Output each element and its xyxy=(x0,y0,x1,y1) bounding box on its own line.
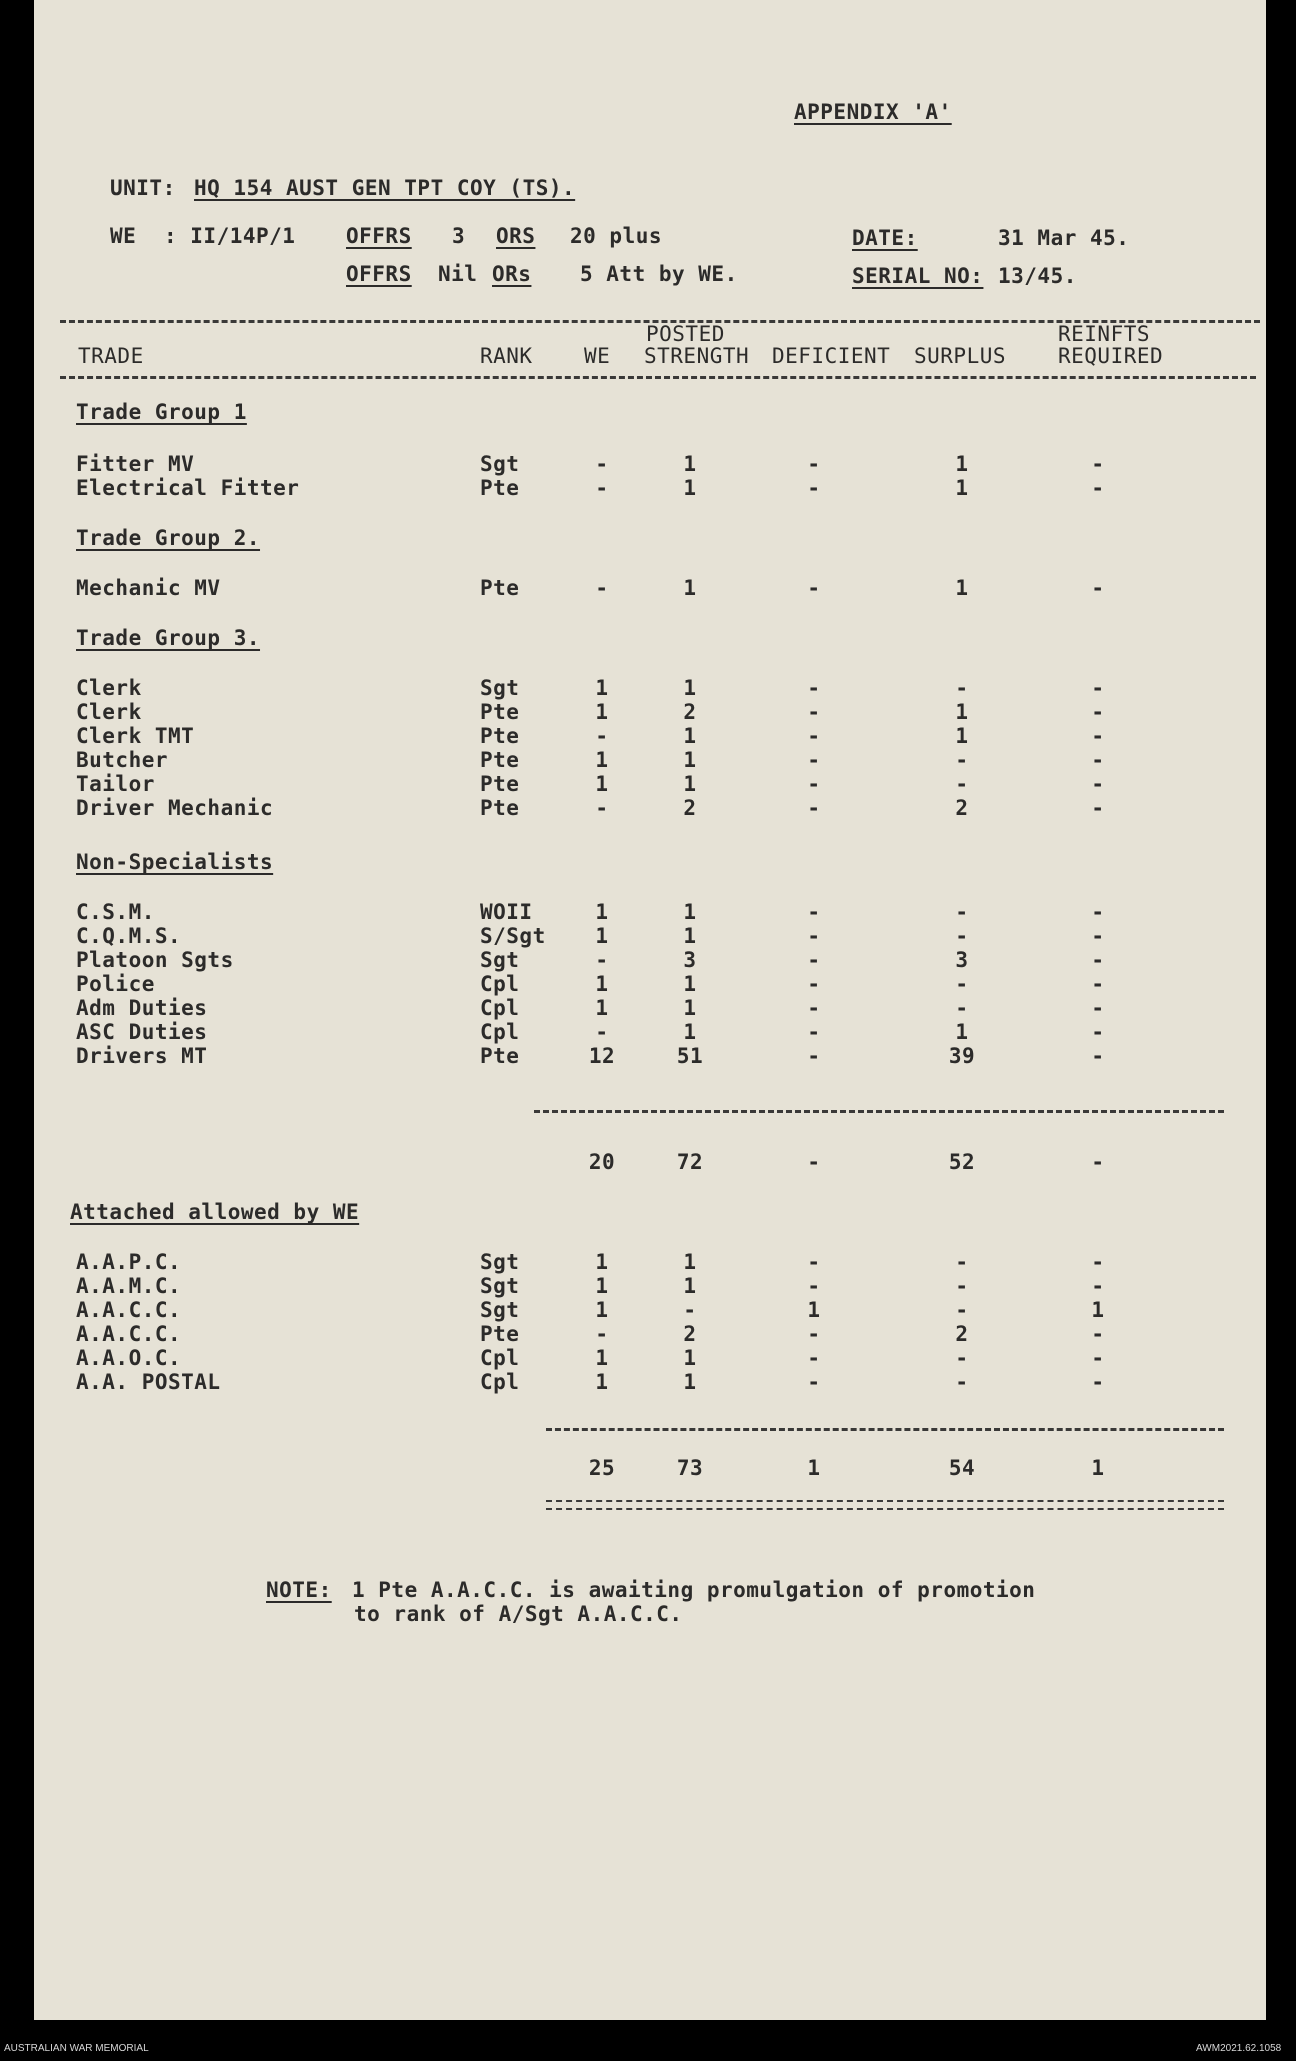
row-surplus: 1 xyxy=(955,576,969,600)
row-we: 1 xyxy=(595,1274,609,1298)
total-we: 25 xyxy=(588,1456,616,1480)
row-surplus: - xyxy=(955,676,969,700)
unit-label: UNIT: xyxy=(110,176,176,200)
row-surplus: 1 xyxy=(955,724,969,748)
row-reinfts: - xyxy=(1091,1370,1105,1394)
date-label: DATE: xyxy=(852,226,918,250)
row-we: 1 xyxy=(595,924,609,948)
row-posted: 1 xyxy=(683,452,697,476)
row-trade: Clerk xyxy=(76,700,142,724)
row-trade: A.A.C.C. xyxy=(76,1322,182,1346)
total-posted: 73 xyxy=(676,1456,704,1480)
ors-label: ORS xyxy=(496,224,536,248)
serial-value: 13/45. xyxy=(998,264,1077,288)
row-rank: Cpl xyxy=(480,972,520,996)
date-value: 31 Mar 45. xyxy=(998,226,1130,250)
row-rank: Sgt xyxy=(480,1274,520,1298)
row-deficient: - xyxy=(807,1044,821,1068)
row-trade: Clerk TMT xyxy=(76,724,195,748)
row-we: 1 xyxy=(595,676,609,700)
row-reinfts: - xyxy=(1091,972,1105,996)
subtotal-surplus: 52 xyxy=(948,1150,976,1174)
row-rank: Sgt xyxy=(480,1250,520,1274)
row-reinfts: - xyxy=(1091,772,1105,796)
row-surplus: - xyxy=(955,972,969,996)
row-posted: 1 xyxy=(683,676,697,700)
row-reinfts: - xyxy=(1091,900,1105,924)
row-trade: Clerk xyxy=(76,676,142,700)
col-reinfts-line1: REINFTS xyxy=(1058,322,1151,346)
row-posted: 1 xyxy=(683,1020,697,1044)
row-rank: Pte xyxy=(480,476,520,500)
row-we: 1 xyxy=(595,1346,609,1370)
row-rank: Cpl xyxy=(480,1370,520,1394)
row-posted: 1 xyxy=(683,924,697,948)
row-posted: 1 xyxy=(683,900,697,924)
note-line1: 1 Pte A.A.C.C. is awaiting promulgation of promotion xyxy=(352,1578,1036,1602)
row-rank: Pte xyxy=(480,1044,520,1068)
col-we: WE xyxy=(584,344,611,368)
row-posted: 51 xyxy=(676,1044,704,1068)
col-posted-line1: POSTED xyxy=(646,322,725,346)
col-posted-line2: STRENGTH xyxy=(644,344,750,368)
we-label: WE xyxy=(110,224,137,248)
attached-heading: Attached allowed by WE xyxy=(70,1200,360,1224)
row-trade: Driver Mechanic xyxy=(76,796,274,820)
row-deficient: - xyxy=(807,1250,821,1274)
row-surplus: - xyxy=(955,924,969,948)
row-we: 1 xyxy=(595,900,609,924)
row-we: - xyxy=(595,1322,609,1346)
row-reinfts: - xyxy=(1091,796,1105,820)
row-deficient: - xyxy=(807,796,821,820)
row-we: - xyxy=(595,796,609,820)
total-surplus: 54 xyxy=(948,1456,976,1480)
row-posted: 1 xyxy=(683,996,697,1020)
row-rank: Pte xyxy=(480,700,520,724)
row-rank: Pte xyxy=(480,748,520,772)
row-surplus: - xyxy=(955,996,969,1020)
row-reinfts: - xyxy=(1091,1044,1105,1068)
row-trade: Butcher xyxy=(76,748,169,772)
row-we: - xyxy=(595,476,609,500)
row-rank: WOII xyxy=(480,900,533,924)
footer-accession: AWM2021.62.1058 xyxy=(1196,2043,1282,2054)
col-rank: RANK xyxy=(480,344,533,368)
col-reinfts-line2: REQUIRED xyxy=(1058,344,1164,368)
group-heading: Non-Specialists xyxy=(76,850,274,874)
row-surplus: 3 xyxy=(955,948,969,972)
row-we: - xyxy=(595,724,609,748)
row-rank: Pte xyxy=(480,796,520,820)
row-deficient: - xyxy=(807,948,821,972)
row-rank: Pte xyxy=(480,1322,520,1346)
row-surplus: - xyxy=(955,1274,969,1298)
offrs2-value: Nil xyxy=(438,262,478,286)
row-posted: 1 xyxy=(683,748,697,772)
row-we: 1 xyxy=(595,748,609,772)
total-double-rule-1 xyxy=(546,1500,1224,1502)
row-trade: C.Q.M.S. xyxy=(76,924,182,948)
row-we: - xyxy=(595,452,609,476)
row-we: 1 xyxy=(595,1370,609,1394)
row-trade: Police xyxy=(76,972,155,996)
row-deficient: 1 xyxy=(807,1298,821,1322)
row-trade: A.A.M.C. xyxy=(76,1274,182,1298)
row-we: 12 xyxy=(588,1044,616,1068)
row-reinfts: 1 xyxy=(1091,1298,1105,1322)
row-reinfts: - xyxy=(1091,996,1105,1020)
document-page xyxy=(34,0,1266,2020)
ors2-value: 5 Att by WE. xyxy=(580,262,738,286)
unit-value: HQ 154 AUST GEN TPT COY (TS). xyxy=(194,176,576,200)
row-surplus: 1 xyxy=(955,476,969,500)
row-trade: ASC Duties xyxy=(76,1020,208,1044)
row-rank: Sgt xyxy=(480,676,520,700)
total-double-rule-2 xyxy=(546,1508,1224,1510)
note-line2: to rank of A/Sgt A.A.C.C. xyxy=(354,1602,683,1626)
row-rank: Cpl xyxy=(480,1346,520,1370)
row-surplus: 2 xyxy=(955,796,969,820)
row-rank: Sgt xyxy=(480,452,520,476)
row-deficient: - xyxy=(807,676,821,700)
row-reinfts: - xyxy=(1091,948,1105,972)
row-reinfts: - xyxy=(1091,1346,1105,1370)
row-posted: 1 xyxy=(683,1250,697,1274)
row-trade: C.S.M. xyxy=(76,900,155,924)
row-posted: 3 xyxy=(683,948,697,972)
col-trade: TRADE xyxy=(78,344,144,368)
ors2-label: ORs xyxy=(492,262,532,286)
row-we: - xyxy=(595,948,609,972)
ors-value: 20 plus xyxy=(570,224,663,248)
total-deficient: 1 xyxy=(807,1456,821,1480)
row-reinfts: - xyxy=(1091,676,1105,700)
row-reinfts: - xyxy=(1091,1250,1105,1274)
row-trade: A.A.O.C. xyxy=(76,1346,182,1370)
row-surplus: 1 xyxy=(955,452,969,476)
row-deficient: - xyxy=(807,1020,821,1044)
row-reinfts: - xyxy=(1091,748,1105,772)
header-bottom-rule xyxy=(60,376,1256,379)
row-surplus: 39 xyxy=(948,1044,976,1068)
row-trade: Mechanic MV xyxy=(76,576,221,600)
row-reinfts: - xyxy=(1091,1020,1105,1044)
row-deficient: - xyxy=(807,700,821,724)
row-reinfts: - xyxy=(1091,476,1105,500)
row-trade: Drivers MT xyxy=(76,1044,208,1068)
group-heading: Trade Group 2. xyxy=(76,526,261,550)
row-we: 1 xyxy=(595,772,609,796)
row-deficient: - xyxy=(807,900,821,924)
row-deficient: - xyxy=(807,748,821,772)
row-trade: A.A.P.C. xyxy=(76,1250,182,1274)
row-trade: Adm Duties xyxy=(76,996,208,1020)
col-surplus: SURPLUS xyxy=(914,344,1007,368)
row-deficient: - xyxy=(807,772,821,796)
subtotal-posted: 72 xyxy=(676,1150,704,1174)
row-we: 1 xyxy=(595,700,609,724)
row-deficient: - xyxy=(807,476,821,500)
row-rank: Pte xyxy=(480,772,520,796)
row-reinfts: - xyxy=(1091,724,1105,748)
row-posted: 2 xyxy=(683,700,697,724)
total-reinfts: 1 xyxy=(1091,1456,1105,1480)
row-reinfts: - xyxy=(1091,700,1105,724)
row-rank: Sgt xyxy=(480,1298,520,1322)
appendix-title: APPENDIX 'A' xyxy=(794,100,952,124)
row-surplus: 2 xyxy=(955,1322,969,1346)
row-deficient: - xyxy=(807,724,821,748)
row-posted: 1 xyxy=(683,1346,697,1370)
row-we: 1 xyxy=(595,972,609,996)
row-posted: 1 xyxy=(683,972,697,996)
row-rank: S/Sgt xyxy=(480,924,546,948)
row-posted: 1 xyxy=(683,772,697,796)
row-deficient: - xyxy=(807,996,821,1020)
row-we: 1 xyxy=(595,996,609,1020)
col-deficient: DEFICIENT xyxy=(772,344,891,368)
offrs-label: OFFRS xyxy=(346,224,412,248)
row-we: 1 xyxy=(595,1250,609,1274)
subtotal-deficient: - xyxy=(807,1150,821,1174)
row-surplus: - xyxy=(955,1370,969,1394)
row-posted: - xyxy=(683,1298,697,1322)
row-surplus: - xyxy=(955,1250,969,1274)
group-heading: Trade Group 1 xyxy=(76,400,247,424)
row-rank: Sgt xyxy=(480,948,520,972)
subtotal-reinfts: - xyxy=(1091,1150,1105,1174)
row-deficient: - xyxy=(807,1322,821,1346)
row-trade: Tailor xyxy=(76,772,155,796)
note-label: NOTE: xyxy=(266,1578,332,1602)
row-trade: Fitter MV xyxy=(76,452,195,476)
row-reinfts: - xyxy=(1091,576,1105,600)
total-top-rule xyxy=(546,1428,1224,1431)
row-reinfts: - xyxy=(1091,1274,1105,1298)
row-posted: 2 xyxy=(683,1322,697,1346)
row-surplus: 1 xyxy=(955,1020,969,1044)
row-reinfts: - xyxy=(1091,1322,1105,1346)
row-posted: 1 xyxy=(683,1274,697,1298)
row-reinfts: - xyxy=(1091,452,1105,476)
row-we: - xyxy=(595,576,609,600)
row-surplus: - xyxy=(955,1298,969,1322)
row-posted: 1 xyxy=(683,476,697,500)
row-posted: 1 xyxy=(683,576,697,600)
row-deficient: - xyxy=(807,1370,821,1394)
row-trade: A.A.C.C. xyxy=(76,1298,182,1322)
row-surplus: - xyxy=(955,748,969,772)
row-posted: 2 xyxy=(683,796,697,820)
row-trade: A.A. POSTAL xyxy=(76,1370,221,1394)
row-we: - xyxy=(595,1020,609,1044)
row-deficient: - xyxy=(807,1346,821,1370)
row-deficient: - xyxy=(807,576,821,600)
row-surplus: - xyxy=(955,1346,969,1370)
row-rank: Cpl xyxy=(480,1020,520,1044)
serial-label: SERIAL NO: xyxy=(852,264,984,288)
row-deficient: - xyxy=(807,924,821,948)
subtotal-we: 20 xyxy=(588,1150,616,1174)
row-surplus: 1 xyxy=(955,700,969,724)
row-rank: Pte xyxy=(480,724,520,748)
row-posted: 1 xyxy=(683,1370,697,1394)
row-deficient: - xyxy=(807,1274,821,1298)
row-rank: Cpl xyxy=(480,996,520,1020)
footer-credit: AUSTRALIAN WAR MEMORIAL xyxy=(4,2043,149,2054)
row-rank: Pte xyxy=(480,576,520,600)
row-posted: 1 xyxy=(683,724,697,748)
row-trade: Electrical Fitter xyxy=(76,476,300,500)
row-deficient: - xyxy=(807,452,821,476)
group-heading: Trade Group 3. xyxy=(76,626,261,650)
row-trade: Platoon Sgts xyxy=(76,948,234,972)
row-reinfts: - xyxy=(1091,924,1105,948)
subtotal-rule xyxy=(534,1110,1224,1113)
we-value: : II/14P/1 xyxy=(164,224,296,248)
row-we: 1 xyxy=(595,1298,609,1322)
row-deficient: - xyxy=(807,972,821,996)
offrs-value: 3 xyxy=(452,224,466,248)
row-surplus: - xyxy=(955,900,969,924)
row-surplus: - xyxy=(955,772,969,796)
offrs2-label: OFFRS xyxy=(346,262,412,286)
